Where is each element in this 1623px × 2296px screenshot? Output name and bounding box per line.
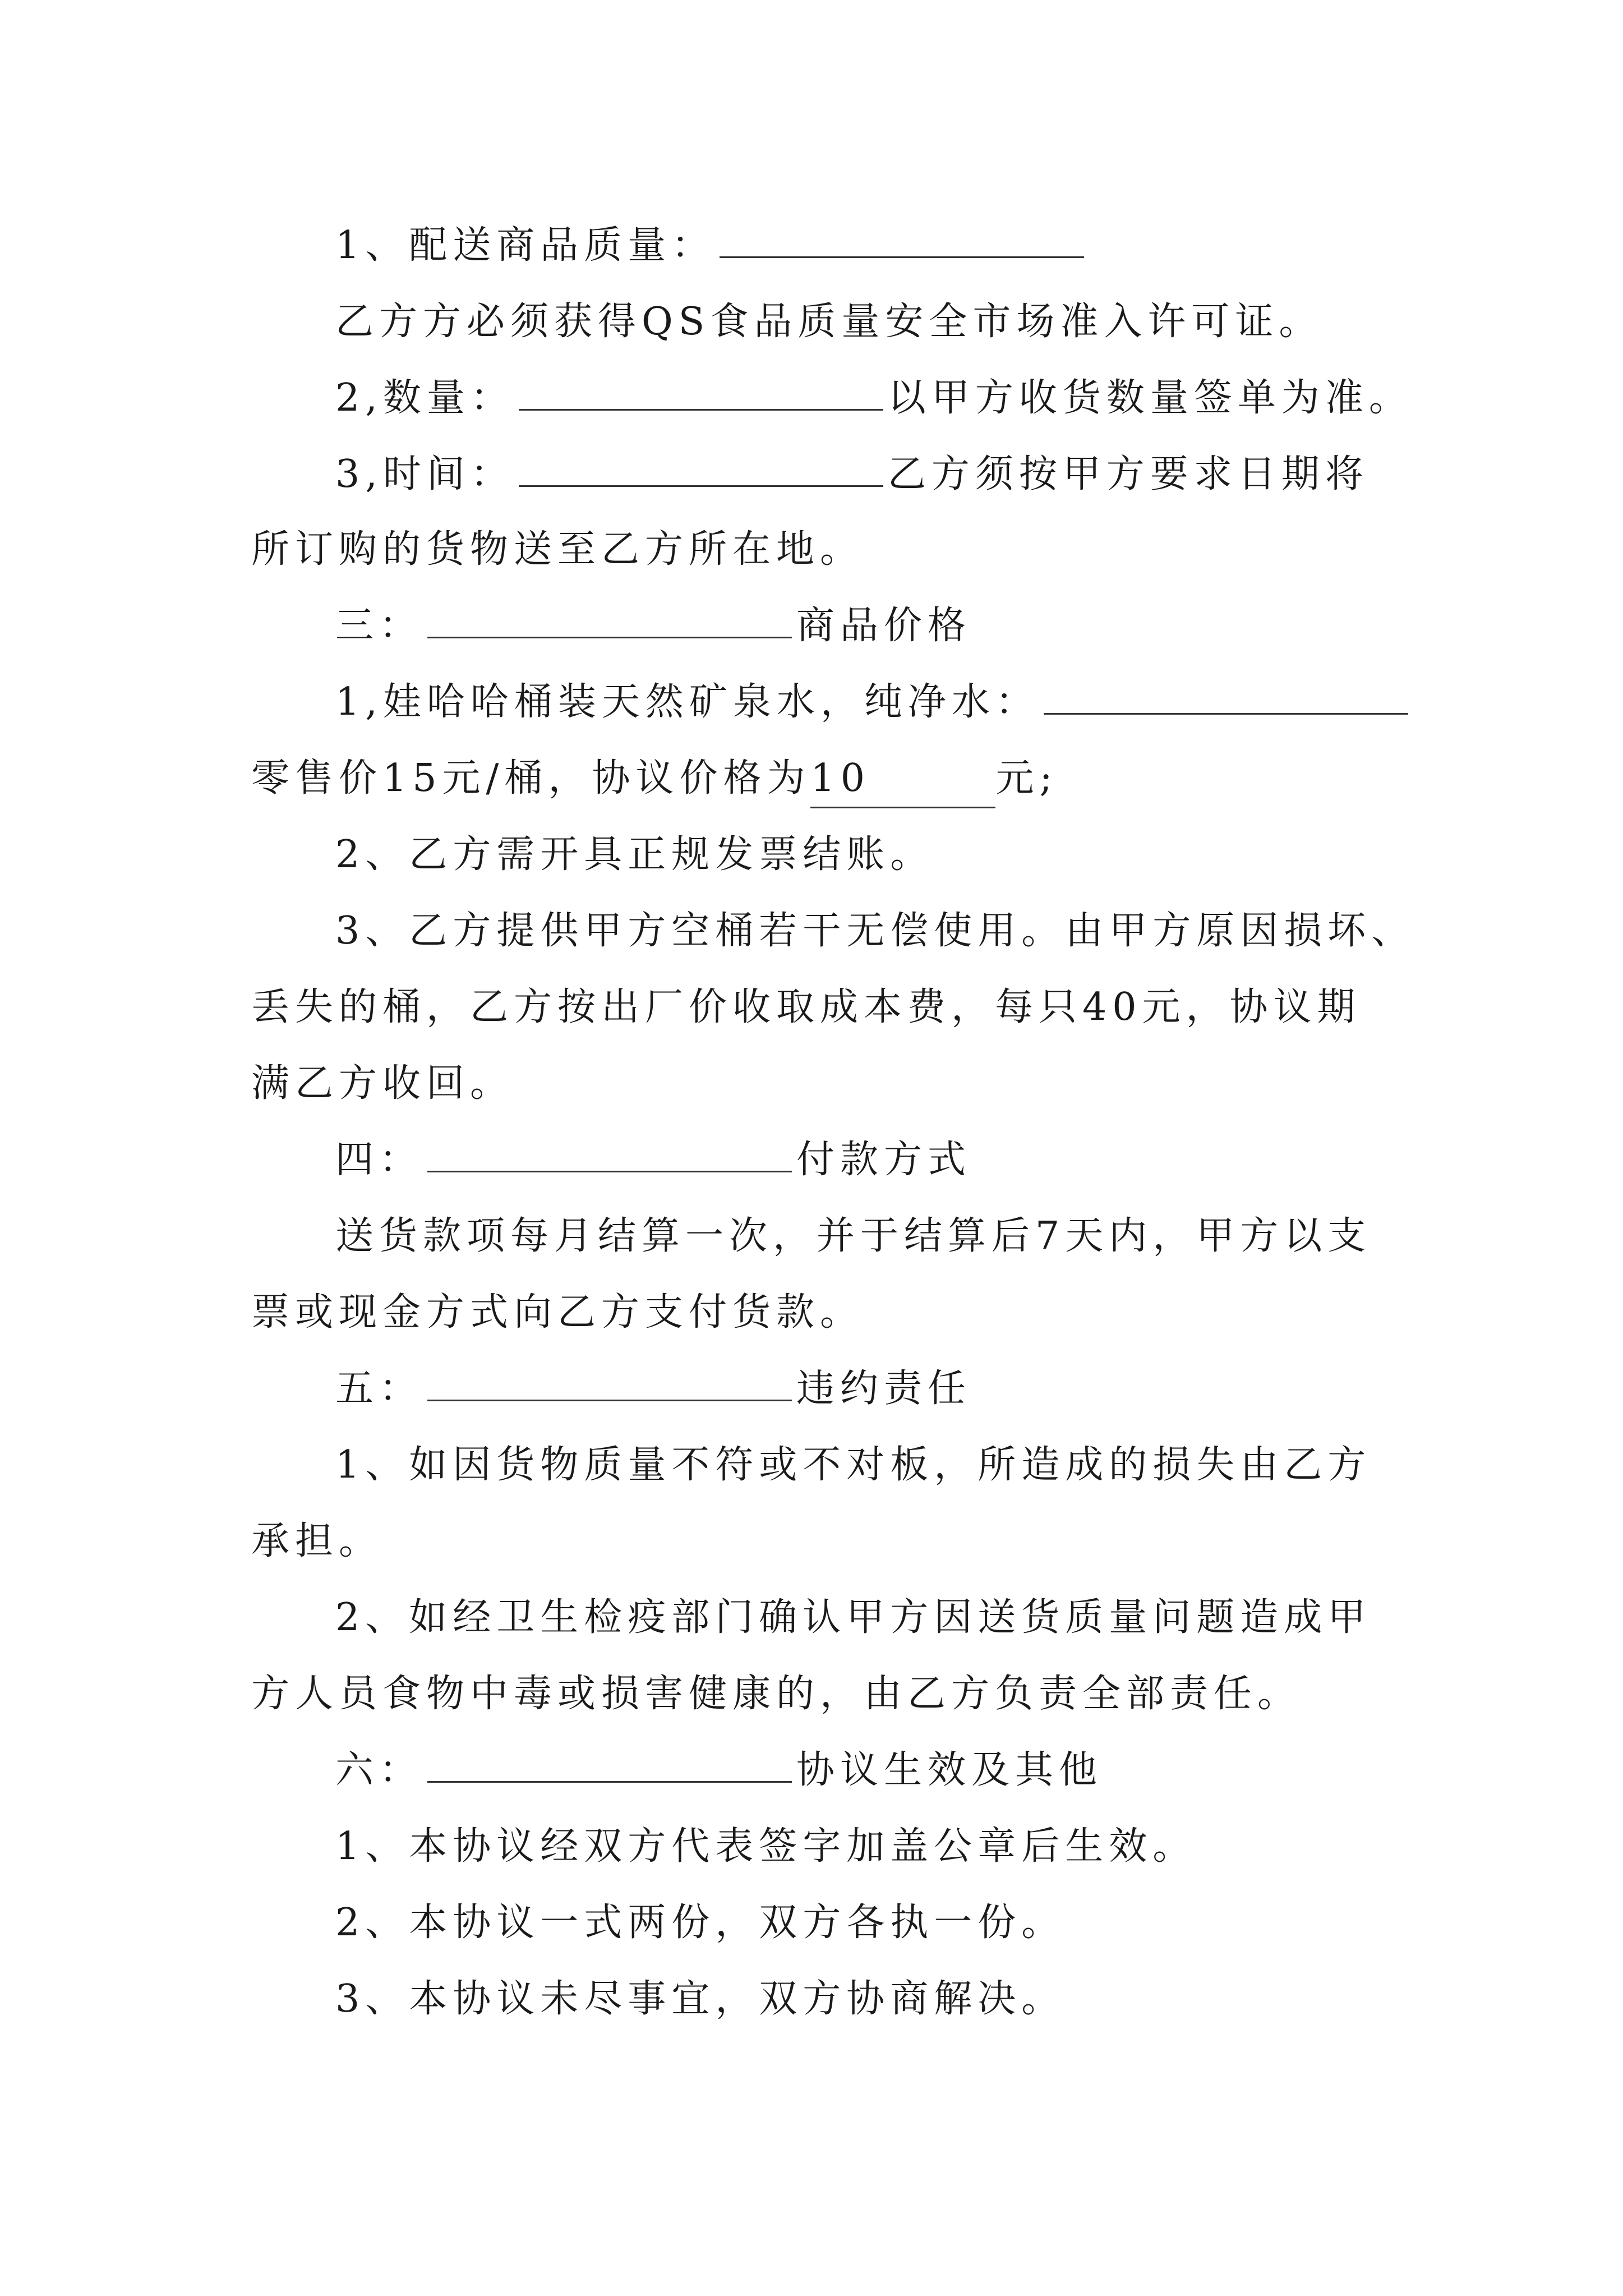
- clause-text: 以甲方收货数量签单为准。: [887, 376, 1413, 420]
- clause-text: 2、乙方需开具正规发票结账。: [335, 832, 934, 877]
- price-number: 10: [810, 756, 870, 800]
- clause-text: 承担。: [251, 1519, 383, 1563]
- clause-line: [0, 294, 1623, 350]
- clause-line: [0, 979, 1623, 1036]
- clause-text: 满乙方收回。: [251, 1061, 514, 1106]
- clause-text: 3、本协议未尽事宜，双方协商解决。: [335, 1977, 1066, 2021]
- section-heading: [0, 598, 1623, 654]
- fill-blank: [427, 1365, 792, 1401]
- section-title: 商品价格: [796, 604, 972, 648]
- clause-line: [0, 1666, 1623, 1722]
- clause-text: 2,数量：: [335, 376, 514, 420]
- section-heading: [0, 1742, 1623, 1798]
- price-value: [810, 751, 995, 808]
- fill-blank: [1044, 678, 1408, 715]
- clause-text: 3,时间：: [335, 452, 514, 496]
- section-number: 五：: [335, 1366, 423, 1411]
- clause-line: [0, 370, 1623, 426]
- section-heading: [0, 1361, 1623, 1417]
- clause-line: [0, 1971, 1623, 2027]
- clause-text: 1、如因货物质量不符或不对板，所造成的损失由乙方: [335, 1443, 1372, 1487]
- clause-line: [0, 1208, 1623, 1264]
- section-heading: [0, 1132, 1623, 1188]
- clause-line: [0, 522, 1623, 578]
- clause-text: 零售价15元/桶，协议价格为: [251, 756, 811, 800]
- section-number: 六：: [335, 1748, 423, 1792]
- clause-text: 元;: [995, 756, 1058, 800]
- clause-line: [0, 674, 1623, 730]
- clause-line: [0, 447, 1623, 503]
- section-title: 违约责任: [796, 1366, 972, 1411]
- clause-text: 送货款项每月结算一次，并于结算后7天内，甲方以支: [335, 1214, 1372, 1258]
- fill-blank: [427, 1746, 792, 1783]
- clause-line: [0, 903, 1623, 959]
- section-title: 协议生效及其他: [796, 1748, 1103, 1792]
- clause-line: [0, 1056, 1623, 1112]
- fill-blank: [519, 374, 883, 411]
- clause-text: 丢失的桶，乙方按出厂价收取成本费，每只40元，协议期: [251, 985, 1361, 1029]
- clause-line: [0, 827, 1623, 883]
- clause-line: [0, 1819, 1623, 1875]
- clause-text: 方人员食物中毒或损害健康的，由乙方负责全部责任。: [251, 1672, 1302, 1716]
- fill-blank: [427, 602, 792, 638]
- clause-line: [0, 751, 1623, 807]
- clause-text: 所订购的货物送至乙方所在地。: [251, 527, 864, 572]
- clause-line: [0, 1895, 1623, 1951]
- clause-text: 2、如经卫生检疫部门确认甲方因送货质量问题造成甲: [335, 1595, 1372, 1640]
- clause-line: [0, 1437, 1623, 1493]
- section-number: 三：: [335, 604, 423, 648]
- section-title: 付款方式: [796, 1138, 972, 1182]
- clause-text: 票或现金方式向乙方支付货款。: [251, 1290, 864, 1335]
- clause-line: [0, 1513, 1623, 1570]
- clause-text: 3、乙方提供甲方空桶若干无偿使用。由甲方原因损坏、: [335, 909, 1415, 953]
- clause-text: 1、本协议经双方代表签字加盖公章后生效。: [335, 1824, 1197, 1869]
- fill-blank: [720, 222, 1084, 258]
- clause-text: 乙方方必须获得QS食品质量安全市场准入许可证。: [335, 300, 1323, 344]
- clause-line: [0, 218, 1623, 274]
- clause-text: 1,娃哈哈桶装天然矿泉水，纯净水：: [335, 680, 1039, 724]
- clause-line: [0, 1285, 1623, 1341]
- clause-text: 1、配送商品质量：: [335, 223, 716, 268]
- clause-line: [0, 1590, 1623, 1646]
- section-number: 四：: [335, 1138, 423, 1182]
- clause-text: 2、本协议一式两份，双方各执一份。: [335, 1901, 1066, 1945]
- clause-text: 乙方须按甲方要求日期将: [887, 452, 1369, 496]
- fill-blank: [519, 450, 883, 487]
- fill-blank: [427, 1136, 792, 1172]
